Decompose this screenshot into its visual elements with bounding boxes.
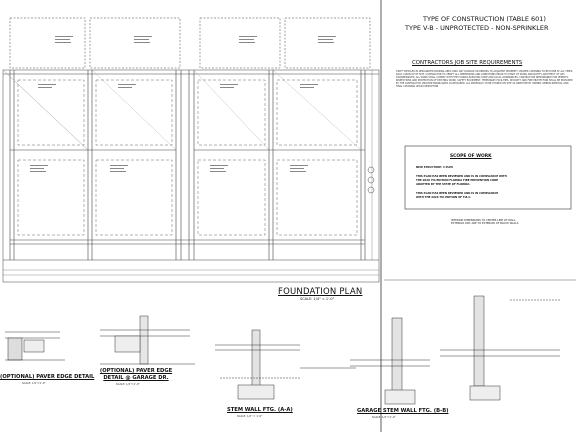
detail-title-paver-edge: (OPTIONAL) PAVER EDGE DETAIL — [0, 374, 95, 380]
diagonal-lines — [3, 70, 361, 150]
plan-annotation-marks — [30, 36, 336, 172]
exterior-dimension-note: INTERIOR DIMENSIONS TO CENTER LINE OF WALL. EXTERIOR DIM. ARE TO EXTERIOR OF BLOCK WALLS — [451, 219, 519, 226]
detail-title-garage-stem-b: GARAGE STEM WALL FTG. (B-B) — [357, 408, 449, 414]
requirements-body: STAFF VEHICLES IN DESIGNATED PARKING AREA ONLY. ANY DAMAGE OR REPAIRS TO ADJACENT PROPERTY, PROPER CLEANING TO BE DONE AT ALL TIMES. DAILY CLEAN UP OF SITE. CONTRACTOR TO VERIFY ALL DIMENSIONS AND CONDITIONS PRIOR TO START OF WORK AND NOTIFY ARCHITECT OF ANY DISCREPANCIES. ALL WORK SHALL COMPLY WITH THE FLORIDA BUILDING CODE AND LOCAL ORDINANCES. CONTRACTOR RESPONSIBLE FOR PERMITS, INSPECTIONS AND PROTECTION OF EXISTING WORK. SAFETY EQUIPMENT, TEMPORARY FACILITIES, SECURITY AND FIRE PROTECTION SHALL BE PROVIDED BY THE CONTRACTOR. PROVIDE BARRICADES AS REQUIRED. ALL MATERIALS TO BE STORED ON SITE AS DIRECTED BY OWNER. DEBRIS REMOVAL AND FINAL CLEANING UPON COMPLETION. — [396, 70, 574, 88]
detail-scale-garage-paver: SCALE: 1/2"=1'-0" — [116, 383, 140, 386]
unit-walls — [10, 70, 365, 260]
scope-line-1: NEW STRUCTURE: 4 PLEX — [416, 166, 453, 169]
garage-stem-wall-b-detail — [300, 318, 430, 404]
detail-scale-stem-wall-a: SCALE: 1/2" = 1'-0" — [237, 415, 263, 418]
detail-title-stem-wall-a: STEM WALL FTG. (A-A) — [227, 407, 293, 413]
scope-line-3: THE 2020 7th EDITION FLORIDA FIRE PREVENTION CODE — [416, 179, 499, 182]
construction-type-title: TYPE OF CONSTRUCTION (TABLE 601) — [423, 15, 546, 23]
section-details — [5, 296, 560, 404]
plan-scale: SCALE: 1/4" = 1'-0" — [300, 297, 335, 301]
paver-edge-detail — [5, 332, 65, 360]
garage-paver-detail — [100, 316, 195, 364]
plan-outline — [3, 70, 379, 282]
detail-title-garage-paver: (OPTIONAL) PAVER EDGE DETAIL @ GARAGE DR. — [99, 368, 173, 381]
stem-wall-a-detail — [215, 330, 300, 399]
scope-line-5: THIS PLAN HAS BEEN REVIEWED AND IS IN COMPLIANCE — [416, 192, 499, 195]
horizontal-walls — [3, 74, 379, 260]
detail-scale-garage-stem-b: SCALE: 1/2"=1'-0" — [372, 416, 396, 419]
scope-line-6: WITH THE 2020 7th EDITION OF F.B.C. — [416, 196, 472, 199]
edge-detail-right — [440, 296, 560, 400]
scope-line-4: ADOPTED BY THE STATE OF FLORIDA. — [416, 183, 471, 186]
requirements-title: CONTRACTORS JOB SITE REQUIREMENTS — [412, 60, 523, 66]
scope-title: SCOPE OF WORK — [450, 154, 492, 159]
interior-footings — [18, 80, 357, 235]
construction-type-subtitle: TYPE V-B - UNPROTECTED - NON-SPRINKLER — [405, 24, 549, 32]
detail-scale-paver-edge: SCALE: 1/2"=1'-0" — [22, 382, 46, 385]
plan-title: FOUNDATION PLAN — [278, 287, 363, 297]
scope-line-2: THIS PLAN HAS BEEN REVIEWED AND IS IN COMPLIANCE WITH — [416, 175, 507, 178]
